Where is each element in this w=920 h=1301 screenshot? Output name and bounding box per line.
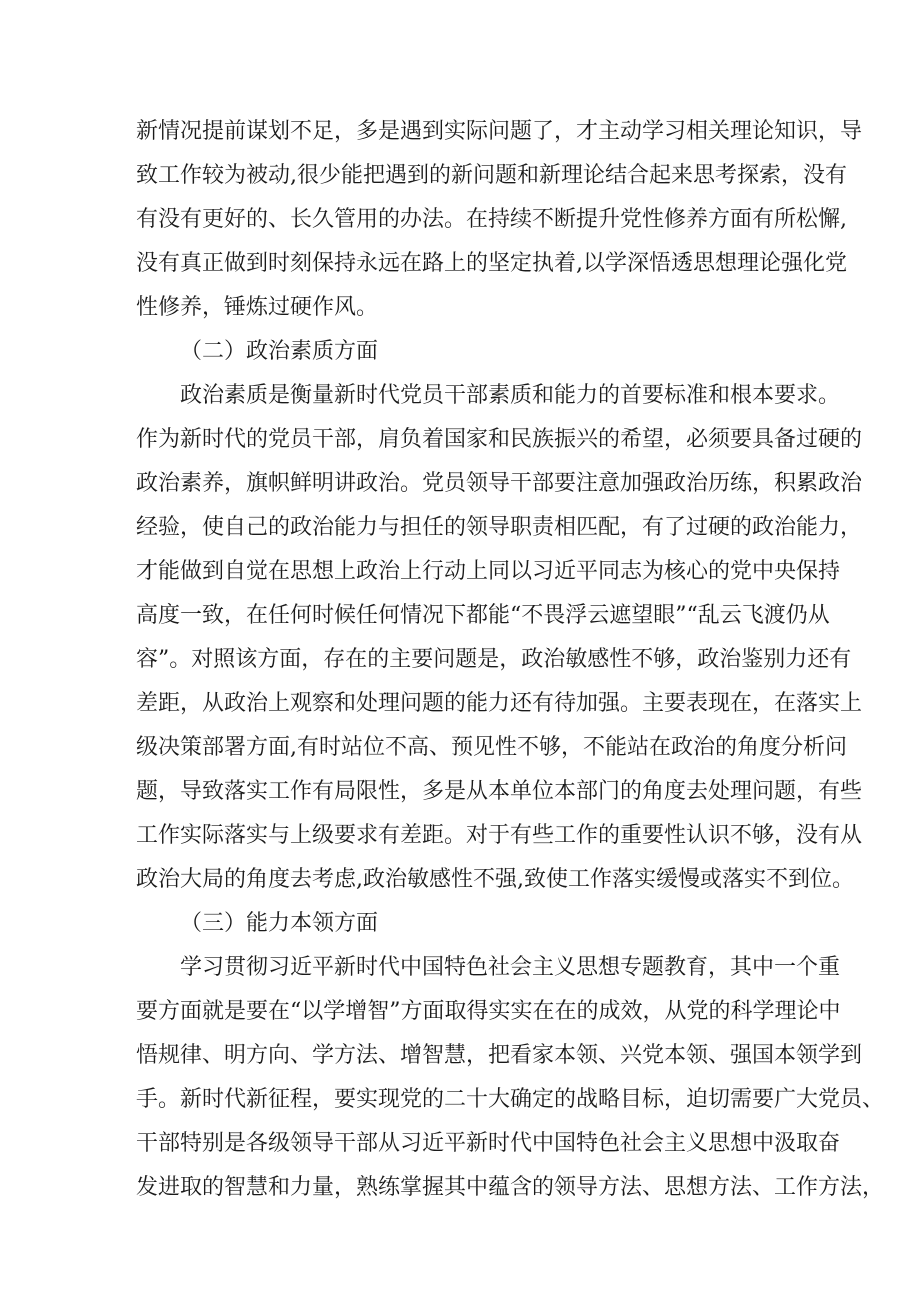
body-line: 要方面就是要在“以学增智”方面取得实实在在的成效，从党的科学理论中 — [136, 999, 841, 1024]
body-line: 差距，从政治上观察和处理问题的能力还有待加强。主要表现在，在落实上 — [136, 691, 863, 716]
body-line: 致工作较为被动,很少能把遇到的新问题和新理论结合起来思考探索，没有 — [136, 163, 847, 188]
body-line: 有没有更好的、长久管用的办法。在持续不断提升党性修养方面有所松懈, — [136, 207, 847, 232]
body-line: 容”。对照该方面，存在的主要问题是，政治敏感性不够，政治鉴别力还有 — [136, 647, 852, 672]
body-line: 才能做到自觉在思想上政治上行动上同以习近平同志为核心的党中央保持 — [136, 559, 841, 584]
body-line: 级决策部署方面,有时站位不高、预见性不够，不能站在政治的角度分析问 — [136, 735, 847, 760]
body-line: 作为新时代的党员干部，肩负着国家和民族振兴的希望，必须要具备过硬的 — [136, 427, 863, 452]
body-line: 新情况提前谋划不足，多是遇到实际问题了，才主动学习相关理论知识，导 — [136, 119, 863, 144]
body-line: 政治大局的角度去考虑,政治敏感性不强,致使工作落实缓慢或落实不到位。 — [136, 867, 854, 892]
body-line: 政治素养，旗帜鲜明讲政治。党员领导干部要注意加强政治历练，积累政治 — [136, 471, 863, 496]
body-line: 高度一致，在任何时候任何情况下都能“不畏浮云遮望眼”“乱云飞渡仍从 — [136, 603, 830, 628]
section-heading-ability: （三）能力本领方面 — [180, 911, 379, 936]
paragraph-first-line: 学习贯彻习近平新时代中国特色社会主义思想专题教育，其中一个重 — [180, 955, 841, 980]
body-line: 干部特别是各级领导干部从习近平新时代中国特色社会主义思想中汲取奋 — [136, 1131, 841, 1156]
body-line: 手。新时代新征程，要实现党的二十大确定的战略目标，迫切需要广大党员、 — [136, 1087, 885, 1112]
body-line: 没有真正做到时刻保持永远在路上的坚定执着,以学深悟透思想理论强化党 — [136, 251, 847, 276]
body-line: 题，导致落实工作有局限性，多是从本单位本部门的角度去处理问题，有些 — [136, 779, 863, 804]
section-heading-political-quality: （二）政治素质方面 — [180, 339, 379, 364]
body-line: 悟规律、明方向、学方法、增智慧，把看家本领、兴党本领、强国本领学到 — [136, 1043, 863, 1068]
paragraph-first-line: 政治素质是衡量新时代党员干部素质和能力的首要标准和根本要求。 — [180, 383, 841, 408]
body-line: 工作实际落实与上级要求有差距。对于有些工作的重要性认识不够，没有从 — [136, 823, 863, 848]
body-line: 发进取的智慧和力量，熟练掌握其中蕴含的领导方法、思想方法、工作方法， — [136, 1175, 885, 1200]
body-line: 性修养，锤炼过硬作风。 — [136, 295, 379, 320]
body-line: 经验，使自己的政治能力与担任的领导职责相匹配，有了过硬的政治能力， — [136, 515, 863, 540]
